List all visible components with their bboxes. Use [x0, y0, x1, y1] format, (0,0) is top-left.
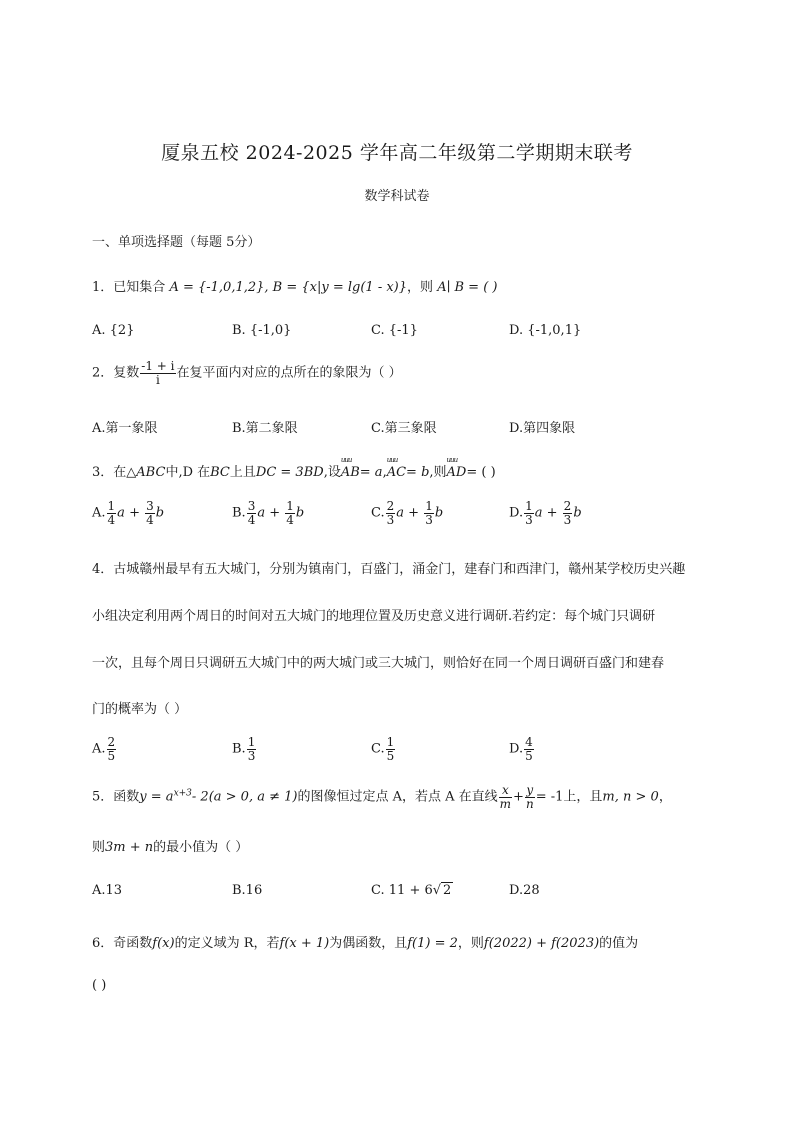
frac-num: 1 [425, 499, 433, 513]
q4-option-c [371, 736, 396, 762]
q4-option-d [509, 736, 535, 762]
q5-option-c-value: 11 + 6 [388, 883, 433, 898]
frac-num: y [526, 783, 534, 797]
q5-number: 5． [92, 789, 114, 805]
exam-title: 厦泉五校 2024-2025 学年高二年级第二学期期末联考 [161, 142, 633, 164]
q2-number: 2． [92, 365, 114, 381]
q5-function: y = a [139, 789, 174, 805]
q4-text: 古城赣州最早有五大城门，分别为镇南门，百盛门，涌金门，建春门和西津门，赣州某学校历史兴趣 [113, 562, 686, 577]
q3-text-4: ,设 [323, 465, 341, 480]
question-5-line-2 [92, 836, 248, 855]
q5-option-a: A.13 [92, 883, 123, 898]
frac-den: 3 [563, 512, 572, 527]
q5-exponent: x+3 [173, 788, 192, 799]
q3-eq-a: = a [359, 465, 383, 480]
frac-num: 4 [525, 735, 533, 749]
q6-text: 奇函数 [113, 936, 153, 951]
q3-option-b: B. $\frac{3}{4}$ a + $\frac{1}{4}$ b [232, 499, 305, 527]
q4-number: 4． [92, 562, 114, 577]
q1-text-b: ，则 [407, 280, 434, 295]
q4-option-a [92, 736, 117, 762]
q5-expression: 3m + n [105, 840, 154, 855]
frac-den: 4 [247, 512, 256, 527]
frac-num: 1 [386, 735, 395, 749]
q1-set-b: , B = {x|y = lg(1 - x)} [264, 280, 408, 295]
frac-num: 2 [107, 735, 116, 749]
q2-fraction [140, 360, 175, 386]
section-heading: 一、单项选择题（每题 5分） [92, 235, 261, 250]
q3-option-c: C. $\frac{2}{3}$ a + $\frac{1}{3}$ b [371, 499, 444, 527]
q5-text: 函数 [113, 789, 140, 805]
option-label: C. [371, 883, 385, 898]
frac-num: 1 [525, 499, 533, 513]
q2-frac-den: i [155, 372, 160, 387]
q3-text-5: ,则 [429, 465, 447, 480]
q2-option-a: A.第一象限 [92, 421, 158, 436]
q5-option-d: D.28 [509, 883, 540, 898]
q3-option-d: D. $\frac{1}{3}$ a + $\frac{2}{3}$ b [509, 499, 582, 527]
q5-function-2: - 2(a > 0, a ≠ 1) [191, 789, 298, 805]
q2-option-b: B.第二象限 [232, 421, 298, 436]
q6-text-5: 的值为 [599, 936, 639, 951]
q5-text-3: 上，且 [563, 789, 603, 805]
question-6 [92, 932, 638, 951]
q2-text: 复数 [113, 365, 140, 381]
q5-text-2: 的图像恒过定点 A，若点 A 在直线 [297, 789, 498, 805]
frac-num: 1 [107, 499, 116, 513]
q5-eq: = -1 [535, 789, 564, 805]
q3-text-3: 上且 [229, 465, 256, 480]
q4-option-b [232, 736, 257, 762]
q5-condition: m, n > 0 [602, 789, 659, 805]
q1-set-a: A = {-1,0,1,2} [169, 280, 265, 295]
frac-num: 1 [286, 499, 294, 513]
question-6-line-2: ( ) [92, 978, 107, 993]
q5-option-b: B.16 [232, 883, 263, 898]
q1-option-b: B. {-1,0} [232, 323, 292, 338]
q6-f3: f(1) = 2 [407, 936, 458, 951]
q5-option-c-root: 2 [443, 883, 452, 898]
option-label: B. [232, 741, 246, 757]
option-label: C. [371, 741, 385, 757]
question-4-line-2: 小组决定利用两个周日的时间对五大城门的地理位置及历史意义进行调研.若约定：每个城门只调研 [92, 609, 656, 624]
q3-text: 在 [113, 465, 127, 480]
question-4-line-4: 门的概率为（ ） [92, 702, 188, 717]
frac-den: 3 [425, 512, 433, 527]
q1-option-a: A. {2} [92, 323, 135, 338]
q1-option-c: C. {-1} [371, 323, 418, 338]
q6-f2: f(x + 1) [279, 936, 330, 951]
frac-den: 3 [386, 512, 395, 527]
option-label: A. [92, 505, 106, 521]
q3-number: 3． [92, 465, 114, 480]
q2-frac-num: -1 + i [141, 359, 175, 373]
q5-text-5: 则 [92, 840, 106, 855]
frac-den: 4 [107, 512, 116, 527]
exam-subtitle: 数学科试卷 [364, 189, 430, 204]
frac-num: 3 [146, 499, 154, 513]
q2-option-d: D.第四象限 [509, 421, 576, 436]
q1-option-d: D. {-1,0,1} [509, 323, 582, 338]
option-label: D. [509, 505, 524, 521]
q5-text-6: 的最小值为（ ） [153, 840, 249, 855]
frac-den: 5 [525, 748, 533, 763]
q2-text-b: 在复平面内对应的点所在的象限为（ ） [176, 365, 402, 381]
q3-triangle: △ABC [126, 465, 166, 480]
frac-den: 4 [146, 512, 154, 527]
q6-f4: f(2022) + f(2023) [483, 936, 600, 951]
frac-num: 3 [247, 499, 256, 513]
q6-text-3: 为偶函数，且 [329, 936, 408, 951]
frac-num: 2 [386, 499, 395, 513]
q1-number: 1． [92, 280, 114, 295]
q3-ask: = ( ) [466, 465, 496, 480]
q5-text-4: ， [658, 789, 672, 805]
q2-option-c: C.第三象限 [371, 421, 437, 436]
q1-text: 已知集合 [113, 280, 166, 295]
frac-num: 1 [247, 735, 256, 749]
q6-text-4: ，则 [457, 936, 484, 951]
question-5 [92, 784, 672, 810]
q3-text-2: 中,D 在 [165, 465, 211, 480]
option-label: C. [371, 505, 385, 521]
q1-ask: A∣ B = ( ) [437, 280, 498, 295]
q5-option-c [371, 883, 453, 898]
question-2 [92, 360, 402, 386]
q6-number: 6． [92, 936, 114, 951]
q6-f1: f(x) [152, 936, 175, 951]
question-4-line-3: 一次，且每个周日只调研五大城门中的两大城门或三大城门，则恰好在同一个周日调研百盛门和建春 [92, 656, 665, 671]
option-label: A. [92, 741, 106, 757]
sqrt-icon: √ [432, 883, 442, 898]
frac-den: 3 [525, 512, 533, 527]
q3-option-a: A. $\frac{1}{4}$ a + $\frac{3}{4}$ b [92, 499, 165, 527]
frac-num: x [499, 784, 512, 798]
frac-den: 5 [107, 748, 116, 763]
q3-vector-ac: uuu AC [387, 465, 406, 480]
plus: + [513, 789, 524, 805]
frac-den: 4 [286, 512, 294, 527]
q3-equation: DC = 3BD [255, 465, 324, 480]
frac-den: 3 [247, 748, 256, 763]
q3-vector-ab: uuu AB [341, 465, 360, 480]
question-1 [92, 276, 497, 295]
q6-text-2: 的定义域为 R，若 [174, 936, 280, 951]
q3-bc: BC [210, 465, 230, 480]
frac-num: 2 [563, 499, 572, 513]
question-3: 3．在△ABC中,D 在BC上且DC = 3BD,设uuu AB= a,uuu AC= b,则uuu AD= ( ) [92, 461, 496, 480]
frac-den: m [499, 796, 512, 811]
frac-den: 5 [386, 748, 395, 763]
q3-vector-ad: uuu AD [447, 465, 467, 480]
option-label: B. [232, 505, 246, 521]
option-label: D. [509, 741, 524, 757]
frac-den: n [525, 796, 534, 811]
q3-eq-b: = b [406, 465, 430, 480]
question-4-line-1 [92, 558, 685, 577]
